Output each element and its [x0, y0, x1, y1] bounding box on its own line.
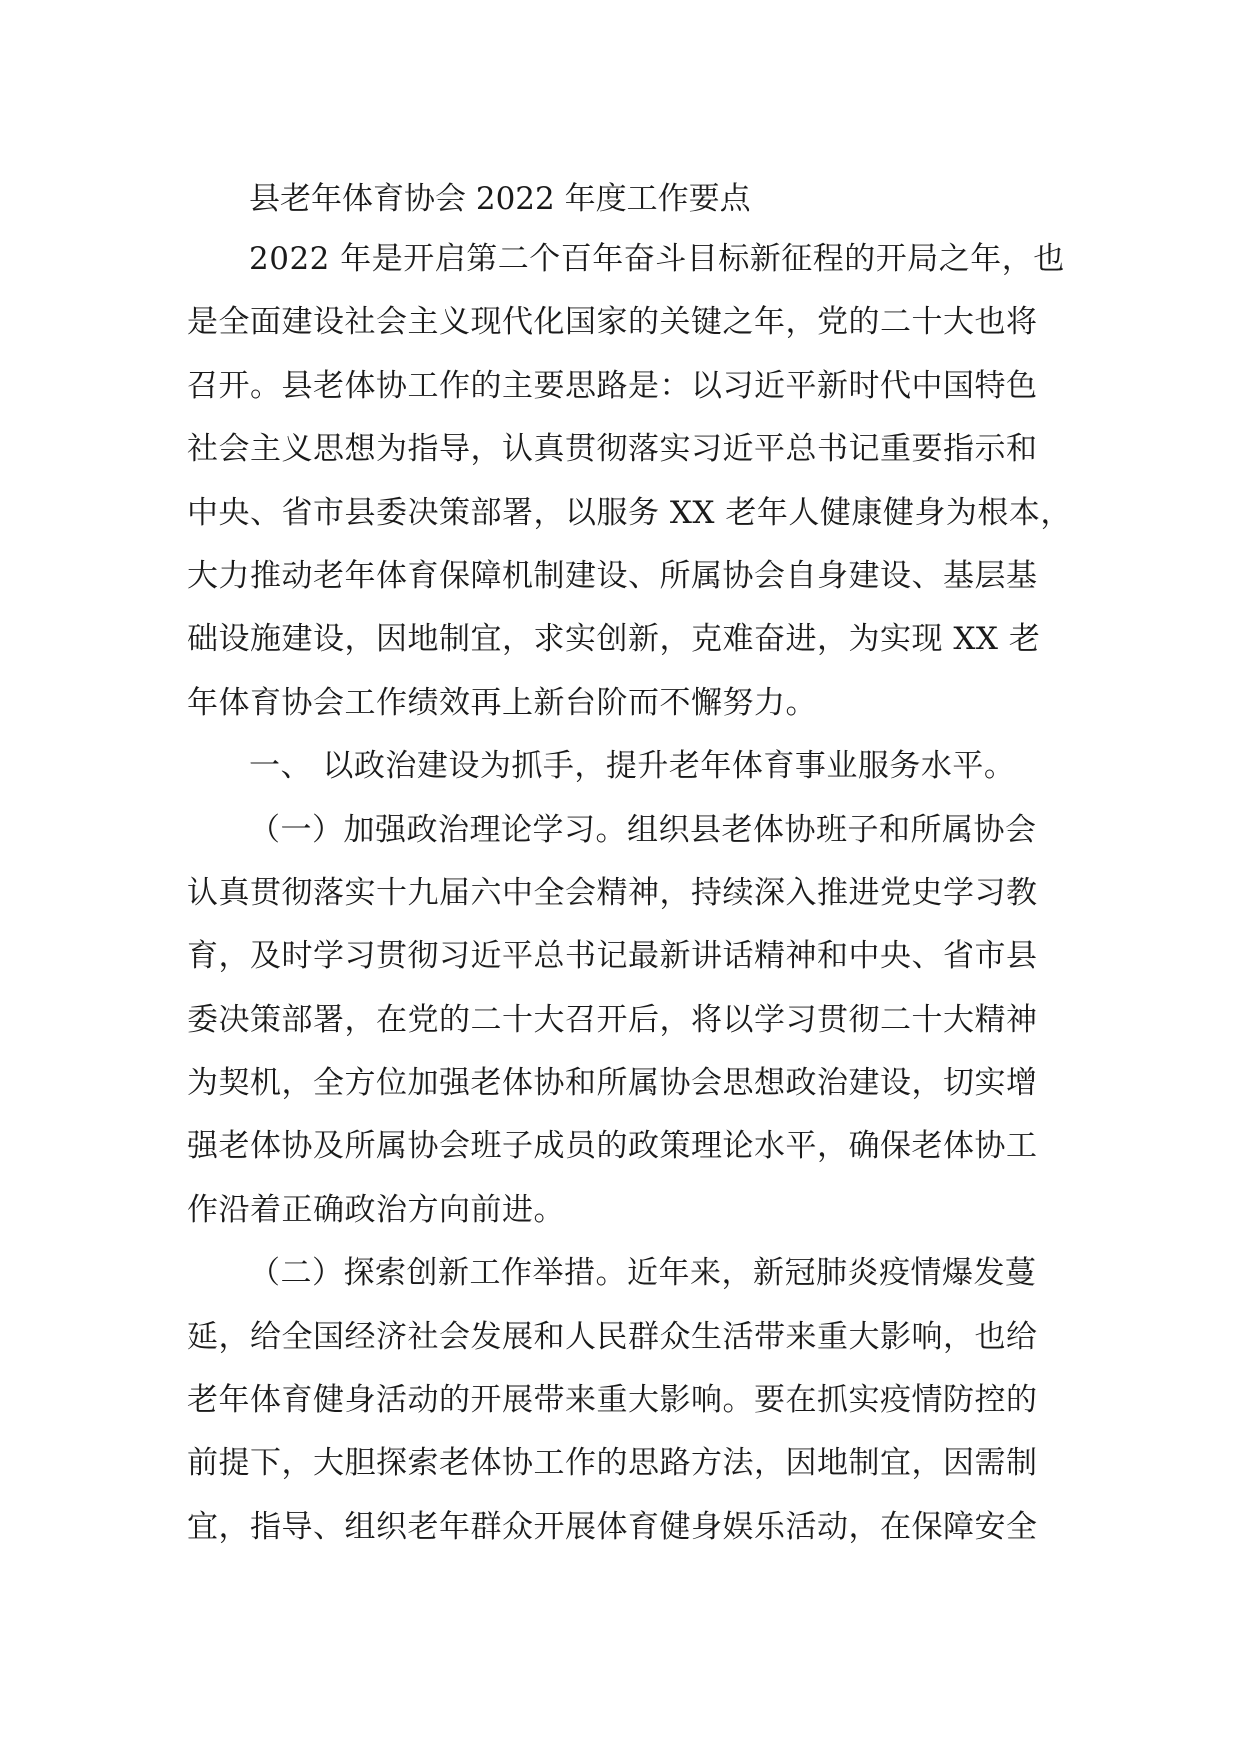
document-title: 县老年体育协会 2022 年度工作要点	[249, 181, 751, 217]
subsection-1-line-6: 强老体协及所属协会班子成员的政策理论水平，确保老体协工	[187, 1128, 1038, 1165]
subsection-2-line-4: 前提下，大胆探索老体协工作的思路方法，因地制宜，因需制	[187, 1445, 1038, 1482]
paragraph-intro-line-2: 是全面建设社会主义现代化国家的关键之年，党的二十大也将	[187, 304, 1038, 341]
paragraph-intro-line-6: 大力推动老年体育保障机制建设、所属协会自身建设、基层基	[187, 557, 1038, 594]
paragraph-intro-line-1: 2022 年是开启第二个百年奋斗目标新征程的开局之年，也	[249, 241, 1065, 277]
subsection-1-line-5: 为契机，全方位加强老体协和所属协会思想政治建设，切实增	[187, 1065, 1038, 1102]
document-body	[187, 170, 1072, 1559]
paragraph-intro-line-3: 召开。县老体协工作的主要思路是：以习近平新时代中国特色	[187, 367, 1038, 404]
subsection-1-line-7: 作沿着正确政治方向前进。	[187, 1191, 565, 1228]
paragraph-intro-line-4: 社会主义思想为指导，认真贯彻落实习近平总书记重要指示和	[187, 431, 1038, 468]
section-heading-1: 一、 以政治建设为抓手，提升老年体育事业服务水平。	[249, 748, 1016, 785]
subsection-1-line-1: （一）加强政治理论学习。组织县老体协班子和所属协会	[249, 811, 1037, 848]
subsection-2-line-2: 延，给全国经济社会发展和人民群众生活带来重大影响，也给	[187, 1318, 1038, 1355]
paragraph-intro-line-7: 础设施建设，因地制宜，求实创新，克难奋进，为实现 XX 老	[187, 621, 1041, 658]
subsection-2-line-3: 老年体育健身活动的开展带来重大影响。要在抓实疫情防控的	[187, 1382, 1038, 1419]
subsection-1-line-2: 认真贯彻落实十九届六中全会精神，持续深入推进党史学习教	[187, 874, 1038, 911]
subsection-1-line-3: 育，及时学习贯彻习近平总书记最新讲话精神和中央、省市县	[187, 938, 1038, 975]
subsection-2-line-5: 宜，指导、组织老年群众开展体育健身娱乐活动，在保障安全	[187, 1508, 1038, 1545]
paragraph-intro-line-8: 年体育协会工作绩效再上新台阶而不懈努力。	[187, 684, 817, 721]
subsection-1-line-4: 委决策部署，在党的二十大召开后，将以学习贯彻二十大精神	[187, 1001, 1038, 1038]
subsection-2-line-1: （二）探索创新工作举措。近年来，新冠肺炎疫情爆发蔓	[249, 1255, 1037, 1292]
paragraph-intro-line-5: 中央、省市县委决策部署，以服务 XX 老年人健康健身为根本，	[187, 494, 1072, 531]
